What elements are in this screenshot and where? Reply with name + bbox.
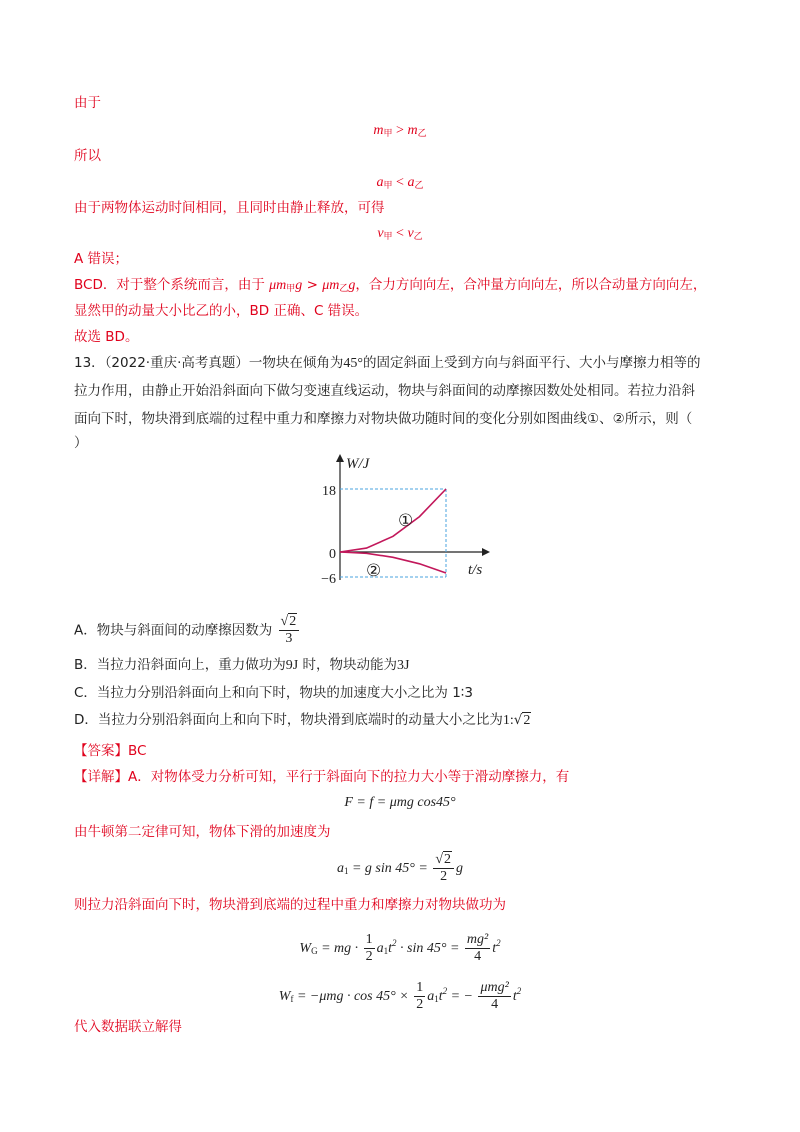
curve-2-label: ② [366,561,382,580]
equation-friction-work: $W_f = -\mu mg \cdot \cos 45^\circ$ × $\frac{1}{2}$ $a_1t^2$ = − $\frac{\text{μmg²}}{4}$ $t^2$ [278,980,522,1013]
equation-accel: $a_甲 < a_乙$ [376,175,424,190]
therefore-label: 所以 [74,148,101,164]
question-line-3: 面向下时，物块滑到底端的过程中重力和摩擦力对物块做功随时间的变化分别如图曲线①、②所示，则（ [74,411,693,427]
curve-1 [340,489,446,552]
newton-text: 由牛顿第二定律可知，物体下滑的加速度为 [74,824,331,840]
work-text: 则拉力沿斜面向下时，物块滑到底端的过程中重力和摩擦力对物块做功为 [74,897,506,913]
x-axis-arrow [482,548,490,556]
y-tick-0: 0 [329,547,336,562]
bcd-line-1: BCD．对于整个系统而言，由于 $\mu m_甲g > \mu m_乙g$，合力方向向左，合冲量方向向左，所以合动量方向向左， [74,277,707,294]
work-time-chart [300,448,500,590]
bcd-line-2: 显然甲的动量大小比乙的小，BD 正确、C 错误。 [74,303,369,319]
question-line-4: ） [74,435,88,451]
x-axis-label: t/s [468,562,483,578]
option-d: D．当拉力分别沿斜面向上和向下时，物块滑到底端时的动量大小之比为1:√2 [74,712,531,728]
y-axis-label: W/J [346,456,370,472]
answer-label: 【答案】BC [74,743,147,759]
option-a-fraction: $\frac{√2}{3}$ [279,614,300,647]
option-b: B．当拉力沿斜面向上，重力做功为9J 时，物块动能为3J [74,657,410,673]
option-a: A．物块与斜面间的动摩擦因数为 $\frac{√2}{3}$ [74,614,301,647]
equation-acceleration: $a_1 = g$ sin 45° = $\frac{√2}{2}$ g [336,852,464,885]
question-line-1: 13．（2022·重庆·高考真题）一物块在倾角为45°的固定斜面上受到方向与斜面平行、大小与摩擦力相等的 [74,355,701,371]
equation-mass: $m_甲 > m_乙$ [373,123,427,138]
equation-friction: F = f = μmg cos45° [344,795,456,810]
y-axis-arrow [336,454,344,462]
since-label: 由于 [74,95,101,111]
equation-gravity-work: $W_G$ = mg · $\frac{1}{2}$ $a_1t^2 \cdot \sin 45^\circ$ = $\frac{\text{mg²}}{4}$ $t^2$ [299,932,501,965]
y-tick-18: 18 [322,484,336,499]
y-tick-neg6: −6 [321,572,336,587]
question-line-2: 拉力作用，由静止开始沿斜面向下做匀变速直线运动，物块与斜面间的动摩擦因数处处相同。若拉力沿斜 [74,383,695,399]
choose-bd: 故选 BD。 [74,329,139,345]
option-c: C．当拉力分别沿斜面向上和向下时，物块的加速度大小之比为 1∶3 [74,685,473,701]
substitute-text: 代入数据联立解得 [74,1019,182,1035]
curve-2 [340,552,446,573]
detail-line: 【详解】A．对物体受力分析可知，平行于斜面向下的拉力大小等于滑动摩擦力，有 [74,769,570,785]
a-wrong: A 错误； [74,251,129,267]
time-statement: 由于两物体运动时间相同，且同时由静止释放，可得 [74,200,385,216]
curve-1-label: ① [398,511,414,530]
equation-velocity: $v_甲 < v_乙$ [377,226,423,241]
